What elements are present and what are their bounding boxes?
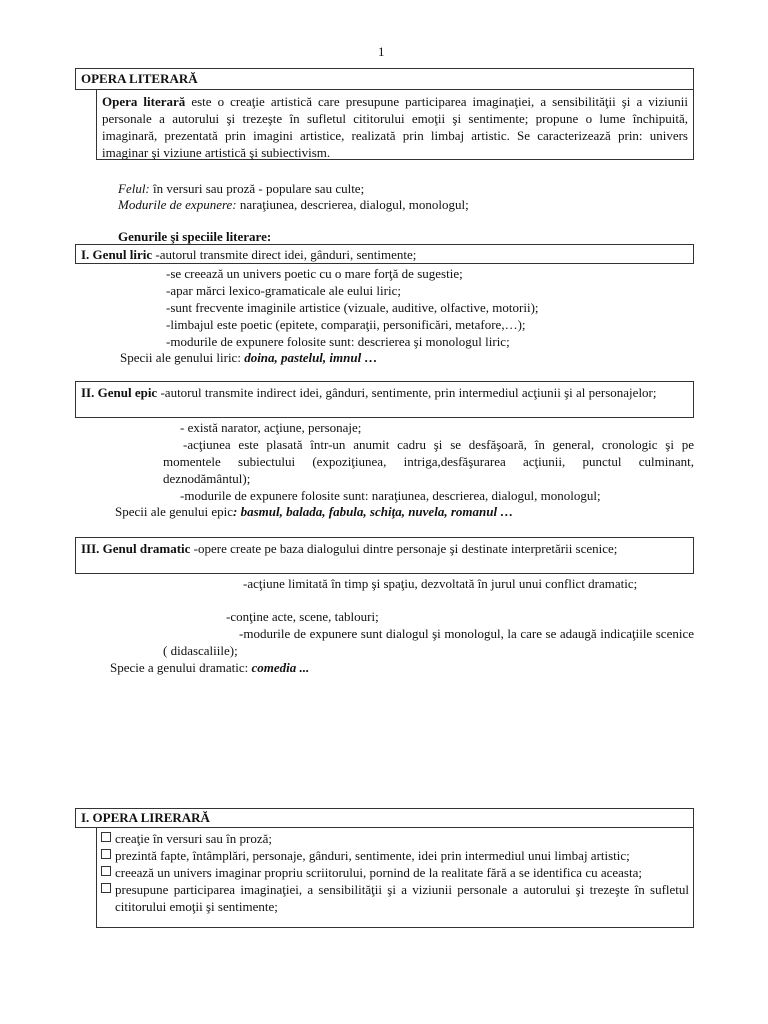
epic-item: - există narator, acţiune, personaje; [180,420,362,435]
liric-species: Specii ale genului liric: doina, pastelul, imnul … [120,350,378,365]
dramatic-item: -conţine acte, scene, tablouri; [226,609,379,624]
liric-item: -limbajul este poetic (epitete, comparaţii, personificări, metafore,…); [166,317,526,332]
checkbox-icon [101,866,111,876]
genuri-heading: Genurile şi speciile literare: [118,229,272,244]
epic-item: -modurile de expunere folosite sunt: naraţiunea, descrierea, dialogul, monologul; [180,488,601,503]
dramatic-item: -modurile de expunere sunt dialogul şi monologul, la care se adaugă indicaţiile scenice ( didascaliile); [163,626,694,658]
list-item: creaţie în versuri sau în proză; [101,830,689,847]
epic-box [75,381,694,418]
liric-item: -modurile de expunere folosite sunt: descrierea şi monologul liric; [166,334,510,349]
epic-species: Specii ale genului epic: basmul, balada, fabula, schiţa, nuvela, romanul … [115,504,514,519]
definition-term: Opera literară [102,94,186,109]
dramatic-item: -acţiune limitată în timp şi spaţiu, dezvoltată în jurul unui conflict dramatic; [243,576,638,591]
definition-box [96,89,694,160]
liric-box [75,244,694,264]
section2-list-box [96,827,694,928]
checkbox-icon [101,883,111,893]
liric-item: -sunt frecvente imaginile artistice (vizuale, auditive, olfactive, motorii); [166,300,539,315]
felul-line: Felul: în versuri sau proză - populare sau culte; [118,181,365,196]
liric-intro: I. Genul liric -autorul transmite direct idei, gânduri, sentimente; [81,247,417,262]
dramatic-box [75,537,694,574]
list-item: prezintă fapte, întâmplări, personaje, gânduri, sentimente, idei prin intermediul unui limbaj artistic; [101,847,689,864]
checkbox-icon [101,832,111,842]
epic-item: -acţiunea este plasată într-un anumit cadru şi se desfăşoară, în general, cronologic şi pe momentele subiectului (expoziţiunea, intriga,desfăşurarea acţiunii, punctul culminant, deznodământul); [163,437,694,486]
liric-item: -apar mărci lexico-gramaticale ale eului liric; [166,283,401,298]
definition-text: Opera literară este o creaţie artistică care presupune participarea imaginaţiei, a sensibilităţii şi a viziunii personale a autorului şi trezeşte în sufletul cititorului emoţii şi sentimente; propune o lume închipuită, imaginară, prezentată prin imagini artistice, realizată prin limbaj artistic. Se caracterizează prin: univers imaginar şi viziune artistică şi subiectivism. [102,94,688,160]
checkbox-icon [101,849,111,859]
list-item: presupune participarea imaginaţiei, a sensibilităţii şi a viziunii personale a autorului şi trezeşte în sufletul cititorului emoţii şi sentimente; [101,881,689,915]
dramatic-species: Specie a genului dramatic: comedia ... [110,660,310,675]
page-number: 1 [378,44,385,59]
section-title-box [75,68,694,90]
section-title: OPERA LITERARĂ [81,71,198,86]
section2-title: I. OPERA LIRERARĂ [81,810,210,825]
list-item: creează un univers imaginar propriu scriitorului, pornind de la realitate fără a se identifica cu aceasta; [101,864,689,881]
moduri-line: Modurile de expunere: naraţiunea, descrierea, dialogul, monologul; [118,197,469,212]
epic-intro: II. Genul epic -autorul transmite indirect idei, gânduri, sentimente, prin intermediul acţiunii şi al personajelor; [81,385,657,400]
section2-title-box [75,808,694,828]
dramatic-intro: III. Genul dramatic -opere create pe baza dialogului dintre personaje şi destinate interpretării scenice; [81,541,618,556]
liric-item: -se creează un univers poetic cu o mare forţă de sugestie; [166,266,463,281]
